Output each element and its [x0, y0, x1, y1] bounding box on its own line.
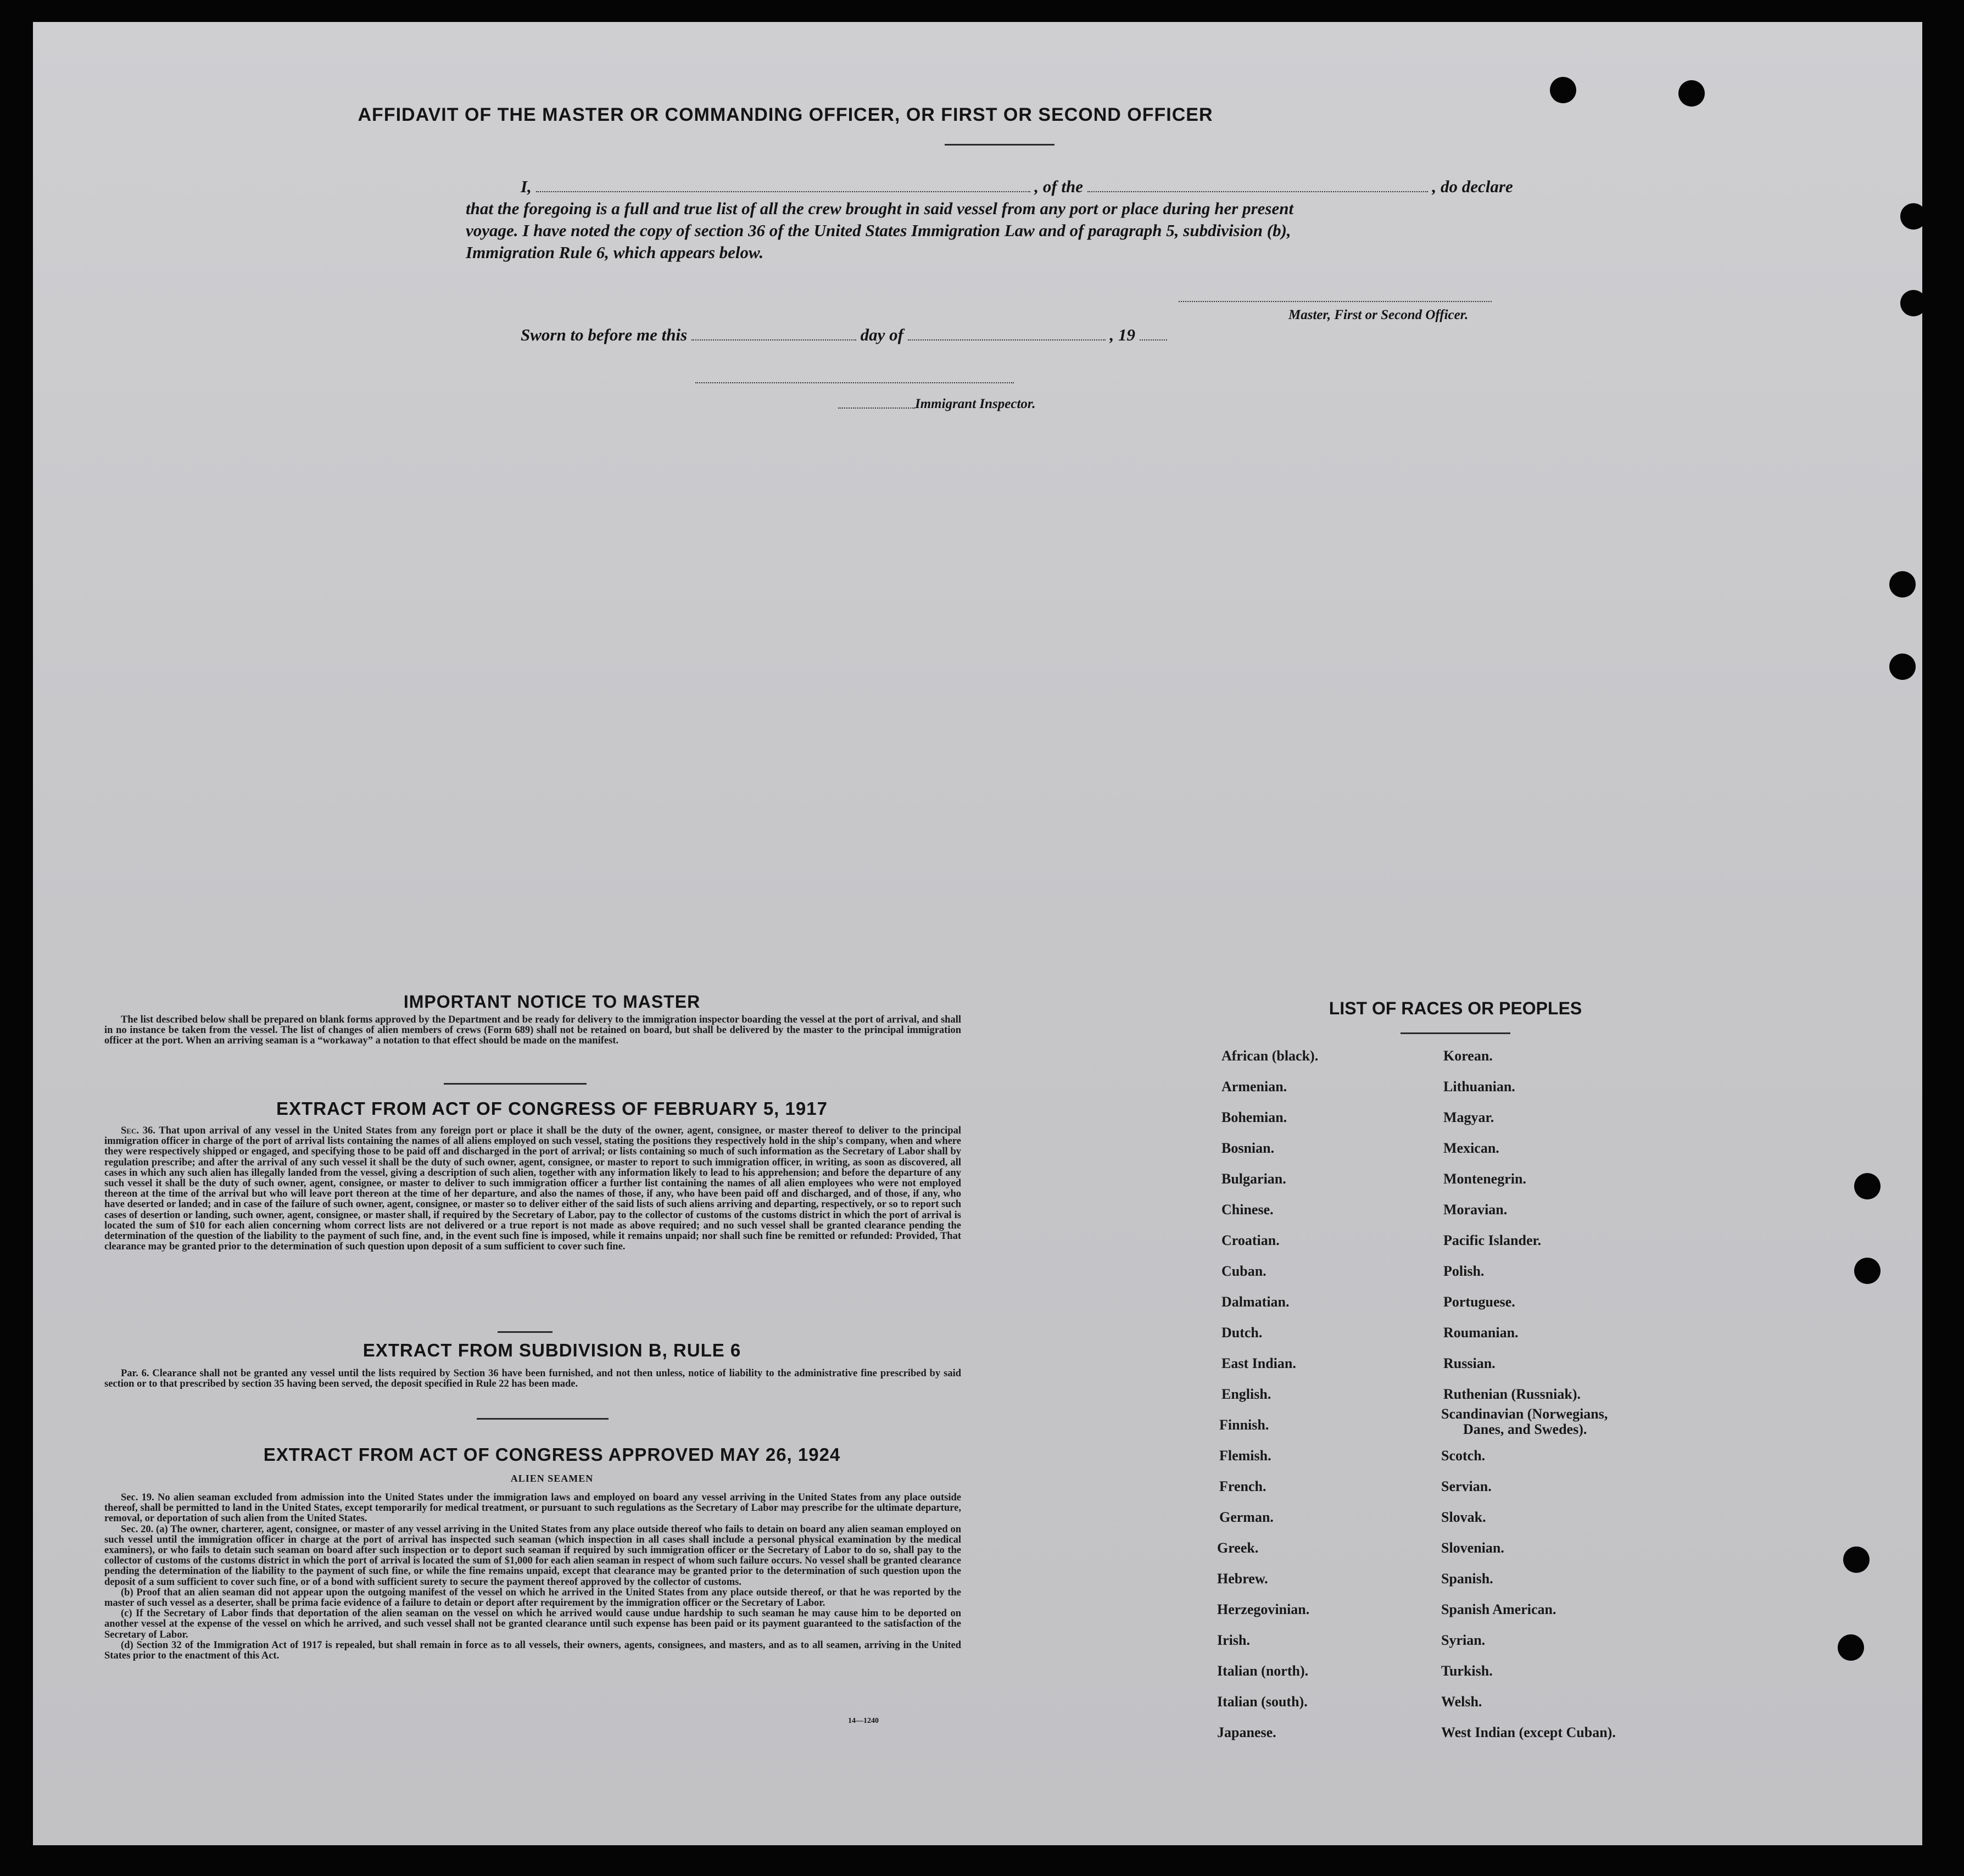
race-item: Magyar. — [1443, 1109, 1494, 1125]
i-label: I, — [521, 177, 532, 196]
notice-paragraph: The list described below shall be prepared on blank forms approved by the Department and be ready for delivery to the immigration inspector boarding the vessel at the port of arrival, and shall in no instance be taken from the vessel. The list of changes of alien members of crews (Form 689) shall not be retained on board, but shall be delivered by the master to the principal immigration officer at the port. When an arriving seaman is a “workaway” a notation to that effect should be made on the manifest. — [104, 1014, 961, 1047]
race-item: Scandinavian (Norwegians, — [1441, 1406, 1608, 1422]
race-item: Hebrew. — [1217, 1571, 1268, 1587]
divider — [477, 1418, 609, 1420]
race-item: Welsh. — [1441, 1694, 1482, 1710]
sec-36-label: Sec. 36. — [121, 1125, 155, 1136]
affidavit-title: AFFIDAVIT OF THE MASTER OR COMMANDING OFFICER, OR FIRST OR SECOND OFFICER — [358, 104, 1213, 125]
race-item: Spanish. — [1441, 1571, 1493, 1587]
binder-hole — [1854, 1258, 1881, 1284]
race-item: Dutch. — [1221, 1325, 1263, 1341]
inspector-short-line — [838, 407, 915, 409]
race-item: Polish. — [1443, 1263, 1485, 1279]
notice-title: IMPORTANT NOTICE TO MASTER — [403, 992, 701, 1012]
binder-hole — [1678, 80, 1705, 107]
race-item: Portuguese. — [1443, 1294, 1515, 1310]
affidavit-line-2: that the foregoing is a full and true list of all the crew brought in said vessel from any port or place during her present — [466, 199, 1294, 218]
name-blank — [536, 177, 1030, 192]
race-item: English. — [1221, 1386, 1271, 1402]
extract-1917-title: EXTRACT FROM ACT OF CONGRESS OF FEBRUARY 5, 1917 — [276, 1098, 828, 1119]
divider — [945, 144, 1054, 146]
race-item: Chinese. — [1221, 1202, 1274, 1218]
race-item: Slovak. — [1441, 1509, 1486, 1525]
extract-1924-title: EXTRACT FROM ACT OF CONGRESS APPROVED MAY 26, 1924 — [263, 1444, 841, 1465]
extract-1924-body — [104, 1493, 961, 1661]
race-item: Roumanian. — [1443, 1325, 1519, 1341]
affidavit-line-1 — [521, 177, 1513, 197]
divider — [498, 1331, 553, 1333]
binder-hole — [1838, 1634, 1864, 1661]
race-item: Irish. — [1217, 1632, 1250, 1648]
divider — [444, 1083, 587, 1085]
race-item: Bosnian. — [1221, 1140, 1275, 1156]
day-of-label: day of — [860, 325, 903, 344]
race-item: Flemish. — [1219, 1448, 1271, 1464]
race-item: African (black). — [1221, 1048, 1319, 1064]
sec-20c-paragraph: (c) If the Secretary of Labor finds that deportation of the alien seaman on the vessel on which he arrived would cause undue hardship to such seaman he may cause him to be deported on another vessel at the expense of the vessel on which he arrived, and such vessel shall not be granted clearance until such expense has been paid or its payment guaranteed to the satisfaction of the Secretary of Labor. — [104, 1608, 961, 1640]
rule6-body — [104, 1369, 961, 1389]
extract-1917-paragraph — [104, 1126, 961, 1252]
binder-hole — [1900, 290, 1927, 316]
race-item: Bulgarian. — [1221, 1171, 1286, 1187]
extract-1917-body — [104, 1126, 961, 1252]
binder-hole — [1889, 571, 1916, 598]
sworn-label: Sworn to before me this — [521, 325, 688, 344]
race-item: Servian. — [1441, 1478, 1492, 1494]
of-the-label: , of the — [1034, 177, 1084, 196]
race-item: Japanese. — [1217, 1724, 1276, 1740]
race-item: Spanish American. — [1441, 1601, 1556, 1617]
race-item: Herzegovinian. — [1217, 1601, 1310, 1617]
race-item: Italian (south). — [1217, 1694, 1308, 1710]
race-item: French. — [1219, 1478, 1266, 1494]
race-item: Lithuanian. — [1443, 1079, 1515, 1095]
binder-hole — [1843, 1546, 1870, 1573]
race-item: Mexican. — [1443, 1140, 1499, 1156]
race-item: Armenian. — [1221, 1079, 1287, 1095]
month-blank — [908, 325, 1106, 340]
day-blank — [691, 325, 856, 340]
rule6-paragraph: Par. 6. Clearance shall not be granted any vessel until the lists required by Section 36 have been furnished, and not then unless, notice of liability to the administrative fine prescribed by said section or to that prescribed by section 35 having been served, the deposit specified in Rule 22 has been made. — [104, 1368, 961, 1390]
master-caption: Master, First or Second Officer. — [1288, 308, 1469, 322]
rule6-title: EXTRACT FROM SUBDIVISION B, RULE 6 — [362, 1340, 741, 1360]
race-item: Montenegrin. — [1443, 1171, 1526, 1187]
binder-hole — [1854, 1173, 1881, 1199]
extract-1917-text: That upon arrival of any vessel in the United States from any foreign port or place it shall be the duty of the owner, agent, consignee, or master thereof to deliver to the principal immigration officer in charge of the port of arrival lists containing the names of all aliens employed on such vessel, stating the positions they respectively hold in the ship's company, when and where they were respectively shipped or engaged, and specifying those to be paid off and discharged in the port of arrival; or lists containing so much of such information as the Secretary of Labor shall by regulation prescribe; and after the arrival of any such vessel it shall be the duty of such owner, agent, consignee, or master to report to such immigration officer, in writing, as soon as discovered, all cases in which any such alien has illegally landed from the vessel, giving a description of such alien, together with any information likely to lead to his apprehension; and before the departure of any such vessel it shall be the duty of such owner, agent, consignee, or master to deliver to such immigration officer a further list containing the names of all alien employees who were not employed thereon at the time of the arrival but who will leave port thereon at the time of her departure, and also the names of those, if any, who have been paid off and discharged, and of those, if any, who have deserted or landed; and in case of the failure of such owner, agent, consignee, or master so to deliver either of the said lists of such aliens arriving and departing, respectively, or so to report such cases of desertion or landing, such owner, agent, consignee, or master shall, if required by the Secretary of Labor, pay to the collector of customs of the customs district in which the port of arrival is located the sum of $10 for each alien concerning whom correct lists are not delivered or a true report is not made as above required; and no such vessel shall be granted clearance pending the determination of the question of the liability to the payment of such fine, and, in the event such fine is imposed, while it remains unpaid; nor shall such fine be remitted or refunded: Provided, That clearance may be granted prior to the determination of such question upon deposit of a sum sufficient to cover such fine. — [104, 1125, 961, 1253]
sec-20d-paragraph: (d) Section 32 of the Immigration Act of 1917 is repealed, but shall remain in force as to all vessels, their owners, agents, consignees, and masters, and as to all seamen, arriving in the United States prior to the enactment of this Act. — [104, 1639, 961, 1662]
sec-20b-paragraph: (b) Proof that an alien seaman did not appear upon the outgoing manifest of the vessel on which he arrived in the United States from any place outside thereof, or that he was reported by the master of such vessel as a deserter, shall be prima facie evidence of a failure to detain or deport after requirement by the immigration officer or the Secretary of Labor. — [104, 1587, 961, 1609]
race-item: Ruthenian (Russniak). — [1443, 1386, 1581, 1402]
notice-body — [104, 1015, 961, 1047]
race-item: Dalmatian. — [1221, 1294, 1290, 1310]
race-item: Russian. — [1443, 1355, 1496, 1371]
inspector-signature-line — [695, 382, 1014, 383]
sec-19-paragraph: Sec. 19. No alien seaman excluded from admission into the United States under the immigration laws and employed on board any vessel arriving in the United States from any place outside thereof, shall be permitted to land in the United States, except temporarily for medical treatment, or pursuant to such regulations as the Secretary of Labor may prescribe for the ultimate departure, removal, or deportation of such alien from the United States. — [104, 1492, 961, 1525]
race-item: Korean. — [1443, 1048, 1493, 1064]
race-item: Moravian. — [1443, 1202, 1508, 1218]
binder-hole — [1900, 203, 1927, 230]
year-blank — [1140, 325, 1167, 340]
race-item: Scotch. — [1441, 1448, 1486, 1464]
affidavit-line-4: Immigration Rule 6, which appears below. — [466, 243, 764, 262]
inspector-caption: Immigrant Inspector. — [915, 397, 1036, 411]
races-title: LIST OF RACES OR PEOPLES — [1329, 998, 1582, 1018]
affidavit-line-3: voyage. I have noted the copy of section 36 of the United States Immigration Law and of paragraph 5, subdivision (b), — [466, 221, 1291, 240]
sec-20a-paragraph: Sec. 20. (a) The owner, charterer, agent, consignee, or master of any vessel arriving in the United States from any place outside thereof who fails to detain on board any alien seaman employed on such vessel until the immigration officer in charge at the port of arrival has inspected such seaman (which inspection in all cases shall include a personal physical examination by the medical examiners), or who fails to detain such seaman on board after such inspection or to deport such seaman if required by such immigration officer or the Secretary of Labor to do so, shall pay to the collector of customs of the customs district in which the port of arrival is located the sum of $1,000 for each alien seaman in respect of whom such failure occurs. No vessel shall be granted clearance pending the determination of the liability to the payment of such fine, or while the fine remains unpaid, except that clearance may be granted prior to the determination of such question upon the deposit of a sum sufficient to cover such fine, or of a bond with sufficient surety to secure the payment thereof approved by the collector of customs. — [104, 1523, 961, 1588]
race-item: Italian (north). — [1217, 1663, 1309, 1679]
race-item: Bohemian. — [1221, 1109, 1287, 1125]
race-item: Finnish. — [1219, 1417, 1269, 1433]
race-item: Slovenian. — [1441, 1540, 1504, 1556]
vessel-blank — [1087, 177, 1428, 192]
form-number: 14—1240 — [848, 1717, 879, 1725]
race-item: Greek. — [1217, 1540, 1259, 1556]
master-signature-line — [1179, 301, 1492, 302]
race-item: Pacific Islander. — [1443, 1232, 1542, 1248]
sworn-line — [521, 325, 1167, 345]
race-item: German. — [1219, 1509, 1274, 1525]
race-item: Cuban. — [1221, 1263, 1266, 1279]
race-item: Syrian. — [1441, 1632, 1486, 1648]
year-label: , 19 — [1109, 325, 1135, 344]
race-item: Croatian. — [1221, 1232, 1280, 1248]
binder-hole — [1550, 77, 1576, 103]
race-item: Danes, and Swedes). — [1463, 1421, 1587, 1437]
race-item: East Indian. — [1221, 1355, 1296, 1371]
alien-seamen-subtitle: ALIEN SEAMEN — [510, 1473, 594, 1484]
race-item: Turkish. — [1441, 1663, 1493, 1679]
do-declare-label: , do declare — [1432, 177, 1513, 196]
race-item: West Indian (except Cuban). — [1441, 1724, 1616, 1740]
divider — [1401, 1032, 1510, 1034]
document-page — [33, 22, 1922, 1845]
binder-hole — [1889, 654, 1916, 680]
